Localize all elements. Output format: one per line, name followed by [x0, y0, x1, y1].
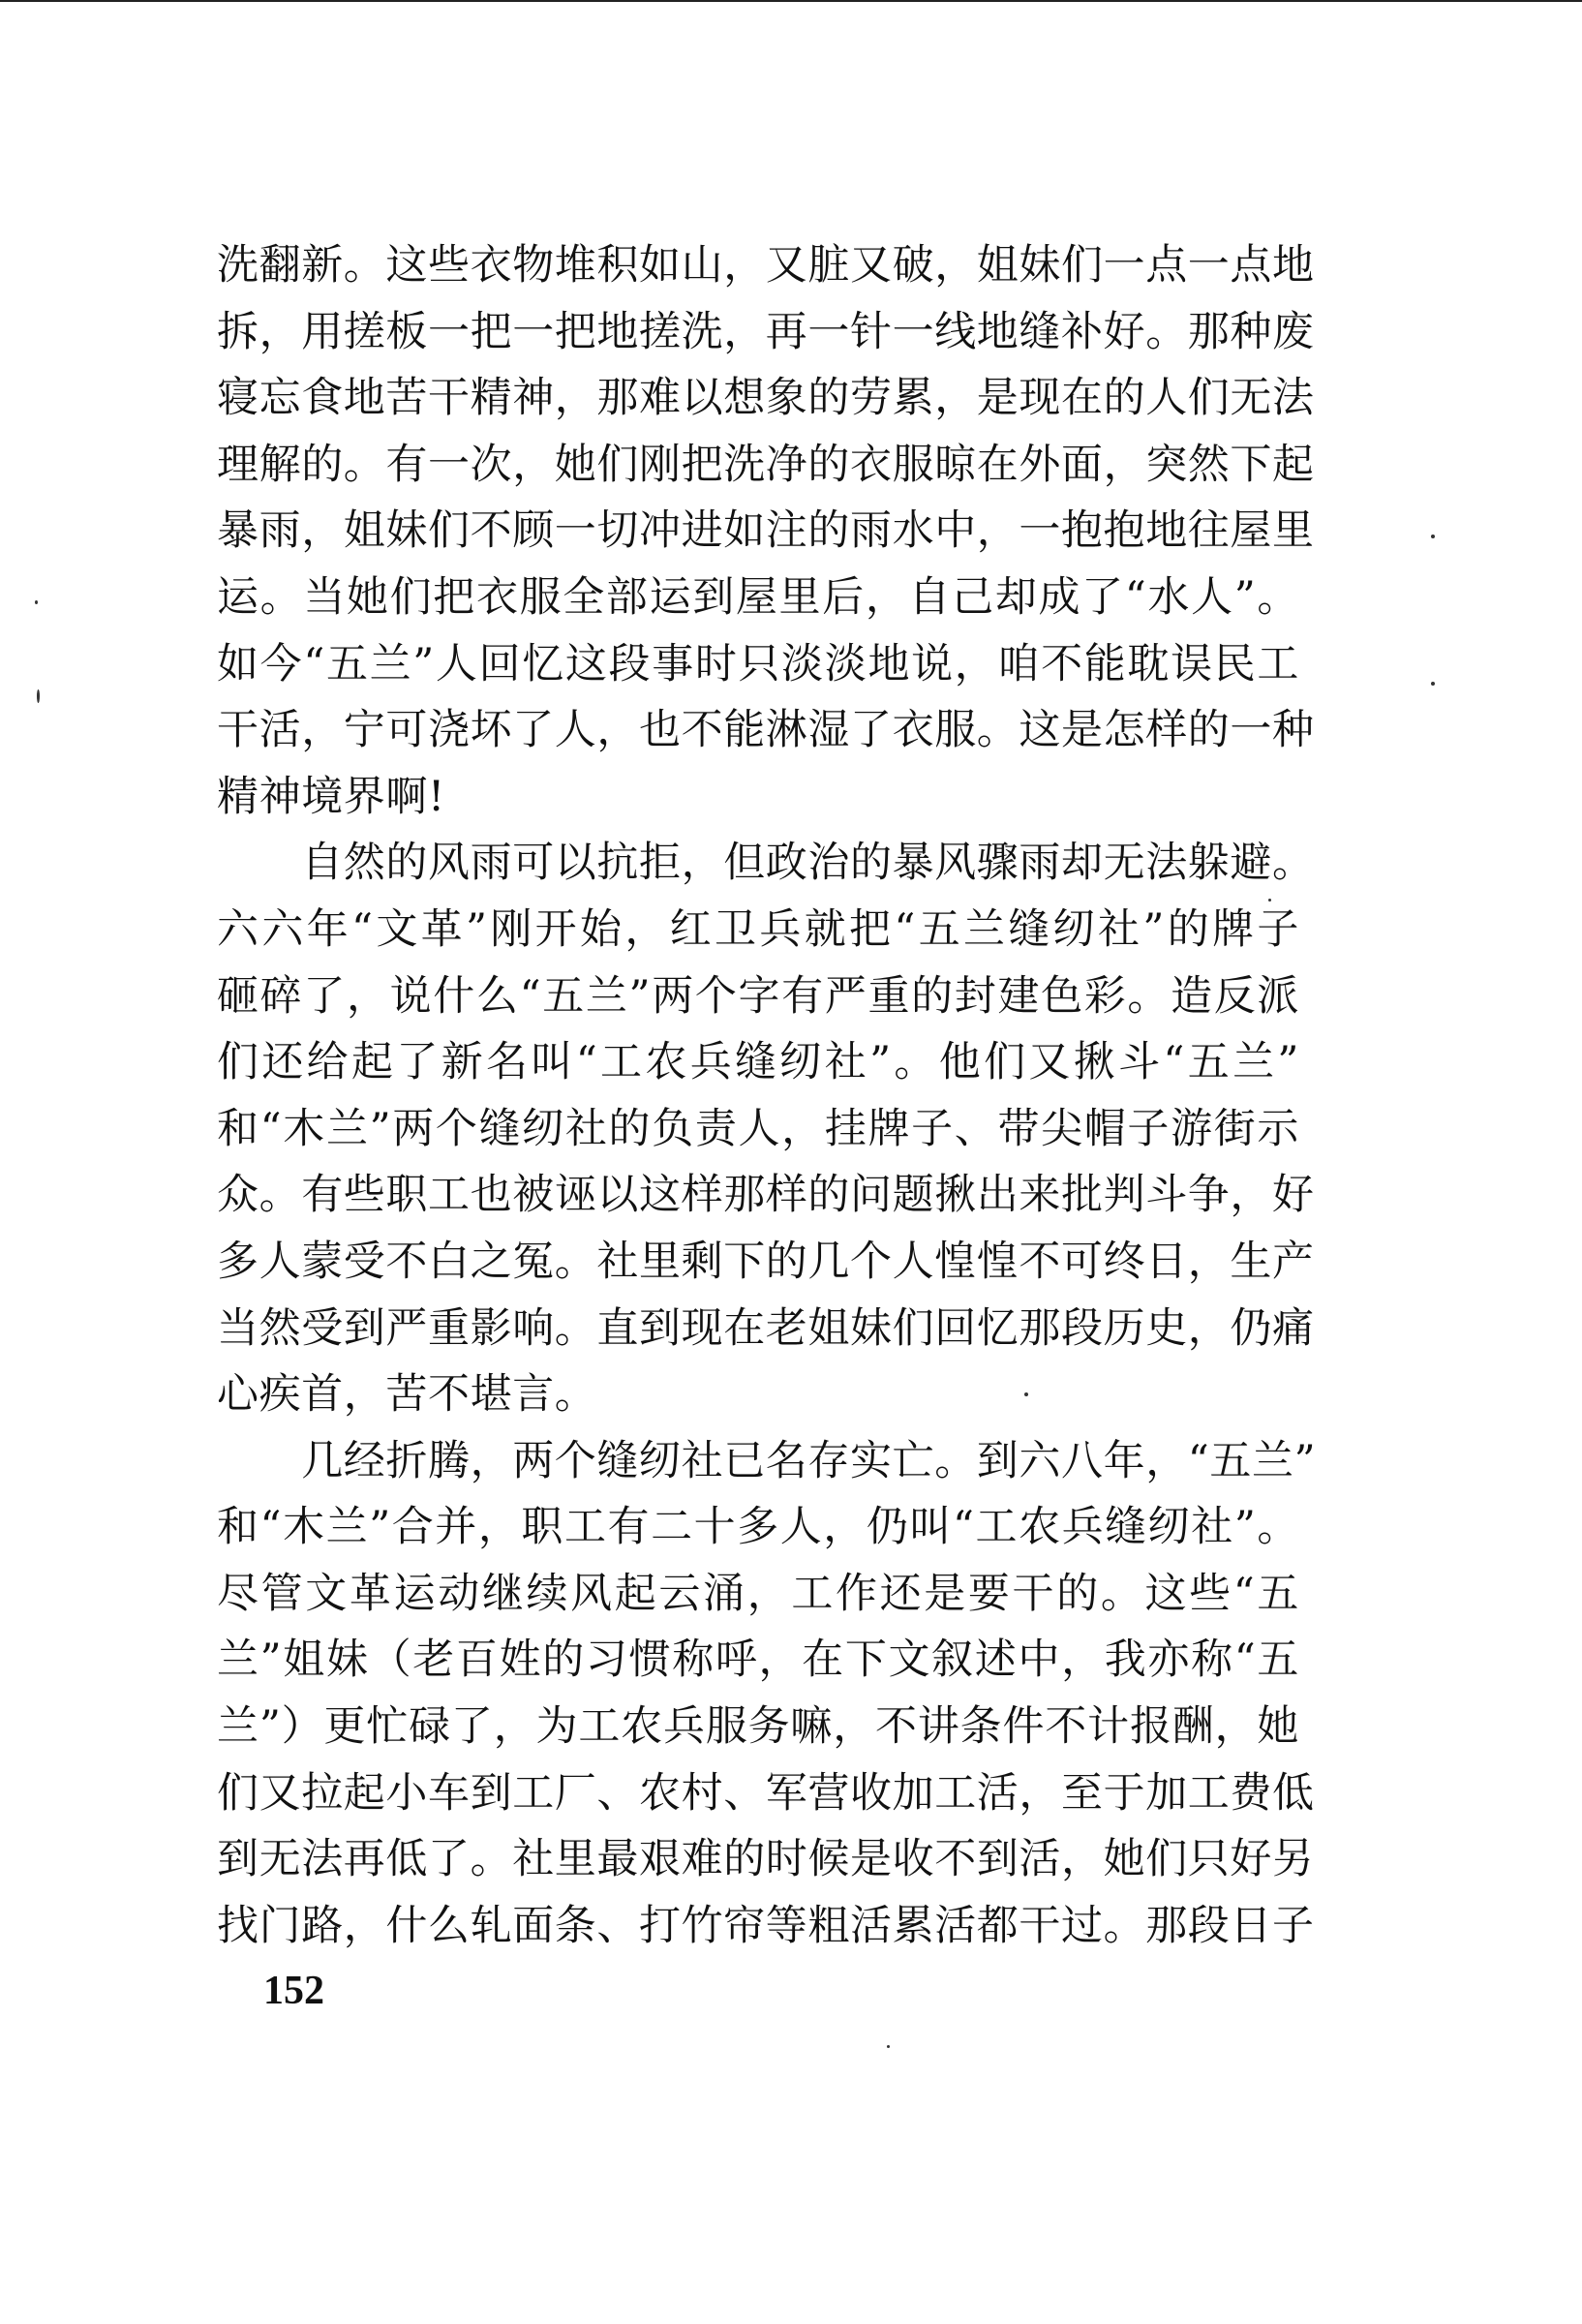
scan-speck	[1024, 1392, 1028, 1396]
text-line-26: 找门路，什么轧面条、打竹帘等粗活累活都干过。那段日子	[217, 1901, 1315, 1950]
page-number: 152	[263, 1969, 324, 2013]
text-line-21: 尽管文革运动继续风起云涌，工作还是要干的。这些“五	[217, 1569, 1299, 1618]
text-line-19: 几经折腾，两个缝纫社已名存实亡。到六八年，“五兰”	[217, 1436, 1317, 1485]
scan-speck	[35, 600, 38, 604]
text-line-8: 干活，宁可浇坏了人，也不能淋湿了衣服。这是怎样的一种	[217, 706, 1315, 755]
top-border-rule	[0, 0, 1582, 2]
text-line-17: 当然受到严重影响。直到现在老姐妹们回忆那段历史，仍痛	[217, 1303, 1315, 1353]
text-line-4: 理解的。有一次，她们刚把洗净的衣服晾在外面，突然下起	[217, 440, 1315, 489]
text-line-23: 兰”）更忙碌了，为工农兵服务嘛，不讲条件不计报酬，她	[217, 1702, 1299, 1752]
scan-speck	[887, 2045, 890, 2048]
scan-speck	[1268, 899, 1271, 902]
text-line-24: 们又拉起小车到工厂、农村、军营收加工活，至于加工费低	[217, 1768, 1315, 1818]
scan-speck	[1431, 682, 1435, 686]
text-line-1: 洗翻新。这些衣物堆积如山，又脏又破，姐妹们一点一点地	[217, 241, 1315, 290]
text-line-10: 自然的风雨可以抗拒，但政治的暴风骤雨却无法躲避。	[217, 839, 1315, 888]
text-line-15: 众。有些职工也被诬以这样那样的问题揪出来批判斗争，好	[217, 1171, 1315, 1220]
text-line-14: 和“木兰”两个缝纫社的负责人，挂牌子、带尖帽子游街示	[217, 1104, 1299, 1153]
text-line-6: 运。当她们把衣服全部运到屋里后，自己却成了“水人”。	[217, 572, 1299, 622]
text-line-25: 到无法再低了。社里最艰难的时候是收不到活，她们只好另	[217, 1835, 1315, 1884]
text-line-13: 们还给起了新名叫“工农兵缝纫社”。他们又揪斗“五兰”	[217, 1038, 1299, 1087]
text-line-9: 精神境界啊!	[217, 772, 445, 821]
text-line-12: 砸碎了，说什么“五兰”两个字有严重的封建色彩。造反派	[217, 971, 1299, 1021]
text-line-16: 多人蒙受不白之冤。社里剩下的几个人惶惶不可终日，生产	[217, 1237, 1315, 1286]
text-line-20: 和“木兰”合并，职工有二十多人，仍叫“工农兵缝纫社”。	[217, 1503, 1299, 1552]
text-line-5: 暴雨，姐妹们不顾一切冲进如注的雨水中，一抱抱地往屋里	[217, 506, 1315, 556]
text-line-22: 兰”姐妹（老百姓的习惯称呼，在下文叙述中，我亦称“五	[217, 1636, 1299, 1685]
scan-speck	[1431, 535, 1435, 538]
text-line-2: 拆，用搓板一把一把地搓洗，再一针一线地缝补好。那种废	[217, 307, 1315, 356]
text-line-18: 心疾首，苦不堪言。	[217, 1370, 597, 1420]
text-line-3: 寝忘食地苦干精神，那难以想象的劳累，是现在的人们无法	[217, 374, 1315, 423]
body-text	[217, 232, 1317, 1959]
text-line-11: 六六年“文革”刚开始，红卫兵就把“五兰缝纫社”的牌子	[217, 904, 1299, 954]
scan-speck	[37, 689, 40, 703]
text-line-7: 如今“五兰”人回忆这段事时只淡淡地说，咱不能耽误民工	[217, 639, 1299, 688]
